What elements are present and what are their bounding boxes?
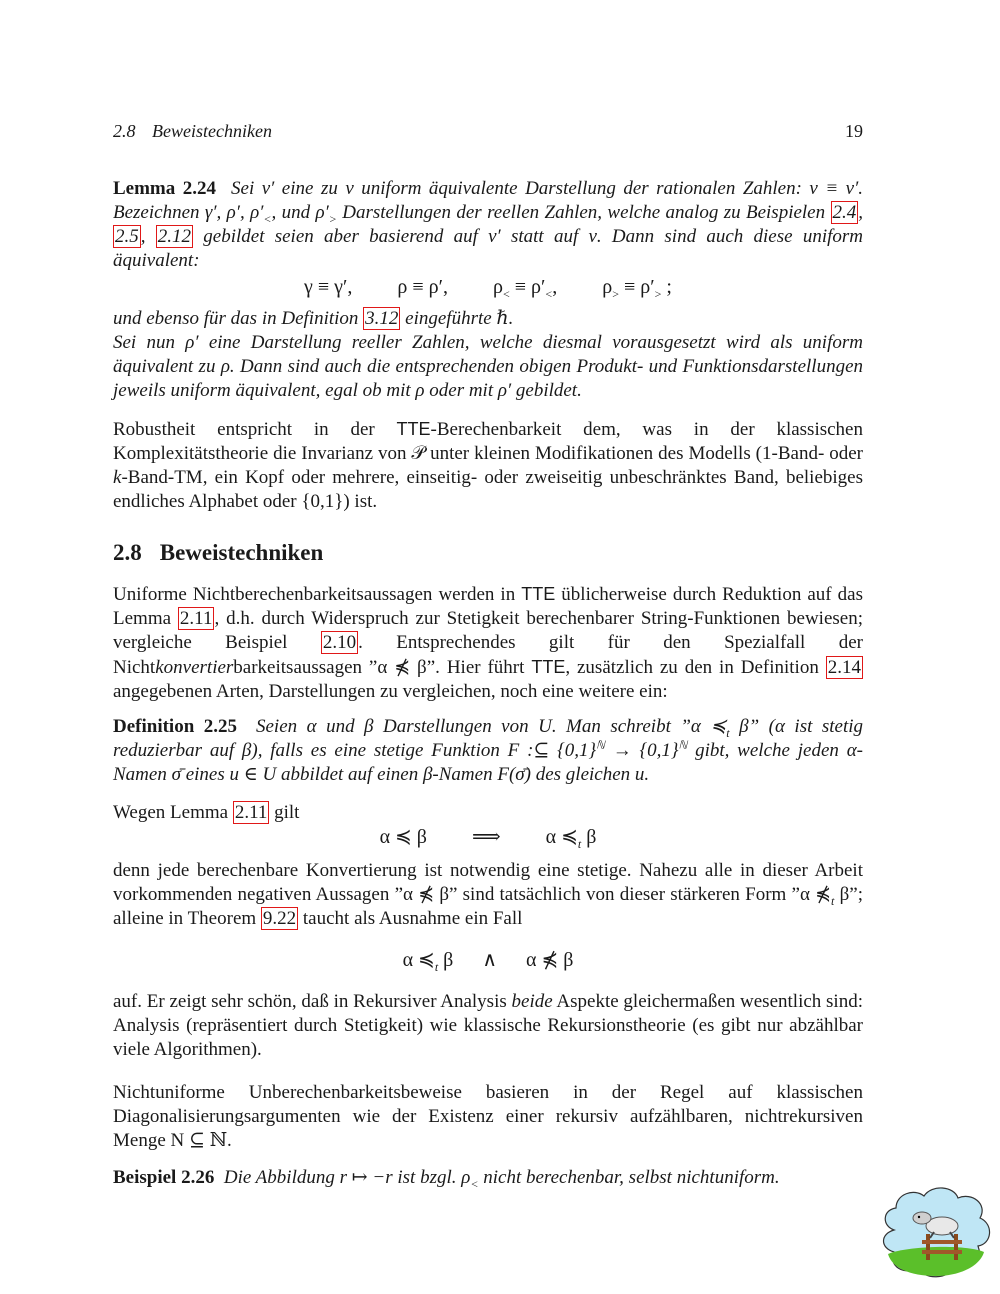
ref-2-10[interactable]: 2.10 [322, 632, 357, 653]
running-head-section-number: 2.8 [113, 121, 136, 141]
ref-2-11-b[interactable]: 2.11 [234, 802, 268, 823]
para1-text-7: angegebenen Arten, Darstellungen zu vergleichen, noch eine weitere ein: [113, 681, 668, 702]
para1-text-6: , zusätzlich zu den in Definition [565, 657, 826, 678]
ref-9-22[interactable]: 9.22 [262, 908, 297, 929]
definition-sub-t: t [726, 725, 730, 740]
eq-rho-greater-2: ≡ ρ′ [618, 276, 655, 298]
page-number: 19 [845, 121, 863, 141]
section-heading [113, 541, 323, 565]
eq3-sub: t [434, 960, 439, 974]
eq3-wedge: ∧ [482, 949, 497, 971]
eq2-left: α ≼ β [379, 826, 427, 848]
wegen-text-1: Wegen Lemma [113, 802, 233, 823]
running-head-section-title: Beweistechniken [152, 121, 272, 141]
lemma-label: Lemma 2.24 [113, 178, 217, 199]
paragraph-robustheit [113, 417, 863, 514]
ref-2-4[interactable]: 2.4 [832, 202, 857, 223]
lemma-continuation [113, 307, 863, 403]
beispiel-text-1: Die Abbildung r ↦ −r ist bzgl. ρ [223, 1167, 471, 1188]
para3-text-2: Aspekte gleichermaßen wesentlich sind: Analysis (repräsentiert durch Stetigkeit) wie klassische Rekursionstheorie (es gibt nur abzählbar viele Algorithmen). [113, 991, 863, 1060]
eq-gamma: γ ≡ γ′, [304, 276, 353, 298]
beispiel-label: Beispiel 2.26 [113, 1167, 215, 1188]
definition-text-3: → {0,1} [604, 740, 679, 761]
ref-3-12[interactable]: 3.12 [365, 308, 399, 329]
paragraph-nichtuniforme [113, 1081, 863, 1153]
section-number: 2.8 [113, 540, 142, 565]
lemma-text-3: und ebenso für das in Definition [113, 308, 364, 329]
para2-text-1: denn jede berechenbare Konvertierung ist notwendig eine stetige. Nahezu alle in dieser Arbeit vorkommenden negativen Aussagen ”α ⋠ β” sind tatsächlich von dieser stärkeren Form ”α ⋠ [113, 860, 863, 905]
beispiel-text-2: nicht berechenbar, selbst nichtuniform. [478, 1167, 780, 1188]
paragraph-wegen [113, 801, 863, 825]
definition-text-2: β” (α ist stetig reduzierbar auf β), falls es eine stetige Funktion F :⊆ {0,1} [113, 716, 864, 761]
tte-label-2: TTE [521, 584, 556, 604]
paragraph-aspekte [113, 990, 863, 1062]
para1-konvertier: konvertier [155, 657, 234, 678]
fence-rail-top [922, 1240, 962, 1244]
para3-text-1: auf. Er zeigt sehr schön, daß in Rekursiver Analysis [113, 991, 512, 1012]
para1-text-1: Uniforme Nichtberechenbarkeitsaussagen werden in [113, 584, 522, 605]
ref-2-11[interactable]: 2.11 [179, 608, 213, 629]
running-head [113, 119, 863, 143]
definition-text-4: gibt, welche jeden α-Namen σ̄ eines u ∈ U abbildet auf einen β-Namen F(σ̄) des gleichen u. [113, 740, 863, 785]
lemma-text-1c: und ρ′ [281, 202, 329, 223]
ref-2-12[interactable]: 2.12 [157, 226, 192, 247]
tte-label-3: TTE [531, 657, 566, 677]
para2-sub: t [831, 893, 835, 908]
sheep-mascot-icon [876, 1180, 996, 1286]
sheep-eye [918, 1216, 920, 1218]
sheep-head [913, 1212, 931, 1224]
wegen-text-2: gilt [269, 802, 300, 823]
fence-rail-bottom [922, 1250, 962, 1254]
robust-k: k [113, 467, 122, 488]
section-title: Beweistechniken [159, 540, 324, 565]
beispiel-2-26 [113, 1166, 863, 1190]
paragraph-konvertierung [113, 859, 863, 931]
eq3-left-2: β [438, 949, 454, 971]
lemma-equation: γ ≡ γ′, ρ ≡ ρ′, $\rho_< \equiv \rho'_<$, $\rho_> \equiv \rho'_>$ ; [304, 276, 672, 301]
ref-2-5[interactable]: 2.5 [115, 226, 139, 247]
definition-nat-1: ℕ [596, 739, 605, 752]
lemma-text-1d: Darstellungen der reellen Zahlen, welche analog zu Beispielen [336, 202, 831, 223]
para1-text-5: barkeitsaussagen ”α ⋠ β”. Hier führt [233, 657, 532, 678]
para2-text-3: taucht als Ausnahme ein Fall [298, 908, 523, 929]
eq3-right: α ⋠ β [526, 949, 574, 971]
lemma-text-2: gebildet seien aber basierend auf ν′ statt auf ν. Dann sind auch diese uniform äquivalent: [113, 226, 863, 271]
lemma-text-1b: , [271, 202, 282, 223]
robust-text-3: -Band-TM, ein Kopf oder mehrere, einseitig- oder zweiseitig unbeschränktes Band, beliebiges endliches Alphabet oder {0,1}) ist. [113, 467, 863, 512]
fence-post-right [954, 1234, 958, 1260]
ref-2-14[interactable]: 2.14 [827, 657, 861, 678]
eq2-sub: t [577, 837, 582, 851]
lemma-text-4: eingeführte ℏ. [400, 308, 514, 329]
robust-text-1: Robustheit entspricht in der [113, 419, 397, 440]
eq2-right-2: β [581, 826, 597, 848]
eq-rho-less-2: ≡ ρ′ [509, 276, 546, 298]
beispiel-sub: < [470, 1176, 479, 1191]
tte-label: TTE [396, 419, 431, 439]
definition-text-1: Seien α und β Darstellungen von U. Man schreibt ”α ≼ [255, 716, 727, 737]
eq3-left: α ≼ [402, 949, 435, 971]
paragraph-uniforme [113, 582, 863, 704]
eq-rho-less: ρ [493, 276, 503, 298]
lemma-text-5: Sei nun ρ′ eine Darstellung reeller Zahlen, welche diesmal vorausgesetzt wird als uniform äquivalent zu ρ. Dann sind auch die entsprechenden obigen Produkt- und Funktionsdarstellungen jeweils uniform äquivalent, egal ob mit ρ oder mit ρ′ gebildet. [113, 332, 863, 401]
lemma-2-24: Lemma 2.24 Sei ν′ eine zu ν uniform äquivalente Darstellung der rationalen Zahlen: ν ≡ ν′. Bezeichnen γ′, ρ′, $\rho'_<$, und $\rho'_>$ Darstellungen der reellen Zahlen, welche analog zu Beispielen 2.4 , 2.5 , 2.12 gebildet seien aber basierend auf ν′ statt auf ν. Dann sind auch diese uniform äquivalent: [113, 178, 864, 271]
eq-rho: ρ ≡ ρ′, [397, 276, 449, 298]
definition-2-25 [113, 715, 863, 787]
para1-text-2: üblicherweise durch Reduktion auf das Lemma [113, 584, 863, 629]
eq-rho-greater: ρ [602, 276, 613, 298]
equation-exception [113, 948, 863, 972]
definition-nat-2: ℕ [678, 739, 688, 752]
eq-end: ; [661, 276, 672, 298]
lemma-text-1: Sei ν′ eine zu ν uniform äquivalente Darstellung der rationalen Zahlen: ν ≡ ν′. Bezeichnen γ′, ρ′, ρ′ [113, 178, 864, 223]
para4-text-1: Nichtuniforme Unberechenbarkeitsbeweise basieren in der Regel auf klassischen Diagonalisierungsargumenten wie der Existenz einer rekursiv aufzählbaren, nichtrekursiven Menge N ⊆ ℕ. [113, 1082, 863, 1151]
para1-text-3: , d.h. durch Widerspruch zur Stetigkeit berechenbarer String-Funktionen bewiesen; vergleiche Beispiel [113, 608, 864, 653]
definition-label: Definition 2.25 [113, 716, 238, 737]
para1-text-4: . Entsprechendes gilt für den Spezialfall der Nicht [113, 632, 863, 678]
para3-beide: beide [511, 991, 553, 1012]
eq2-right: α ≼ [545, 826, 578, 848]
para2-text-2: β”; alleine in Theorem [113, 884, 863, 929]
eq2-arrow: ⟹ [471, 826, 501, 848]
equation-implication [113, 825, 863, 849]
fence-post-left [926, 1234, 930, 1260]
robust-text-2: -Berechenbarkeit dem, was in der klassischen Komplexitätstheorie die Invarianz von 𝒫 unter kleinen Modifikationen des Modells (1-Band- oder [113, 419, 863, 464]
